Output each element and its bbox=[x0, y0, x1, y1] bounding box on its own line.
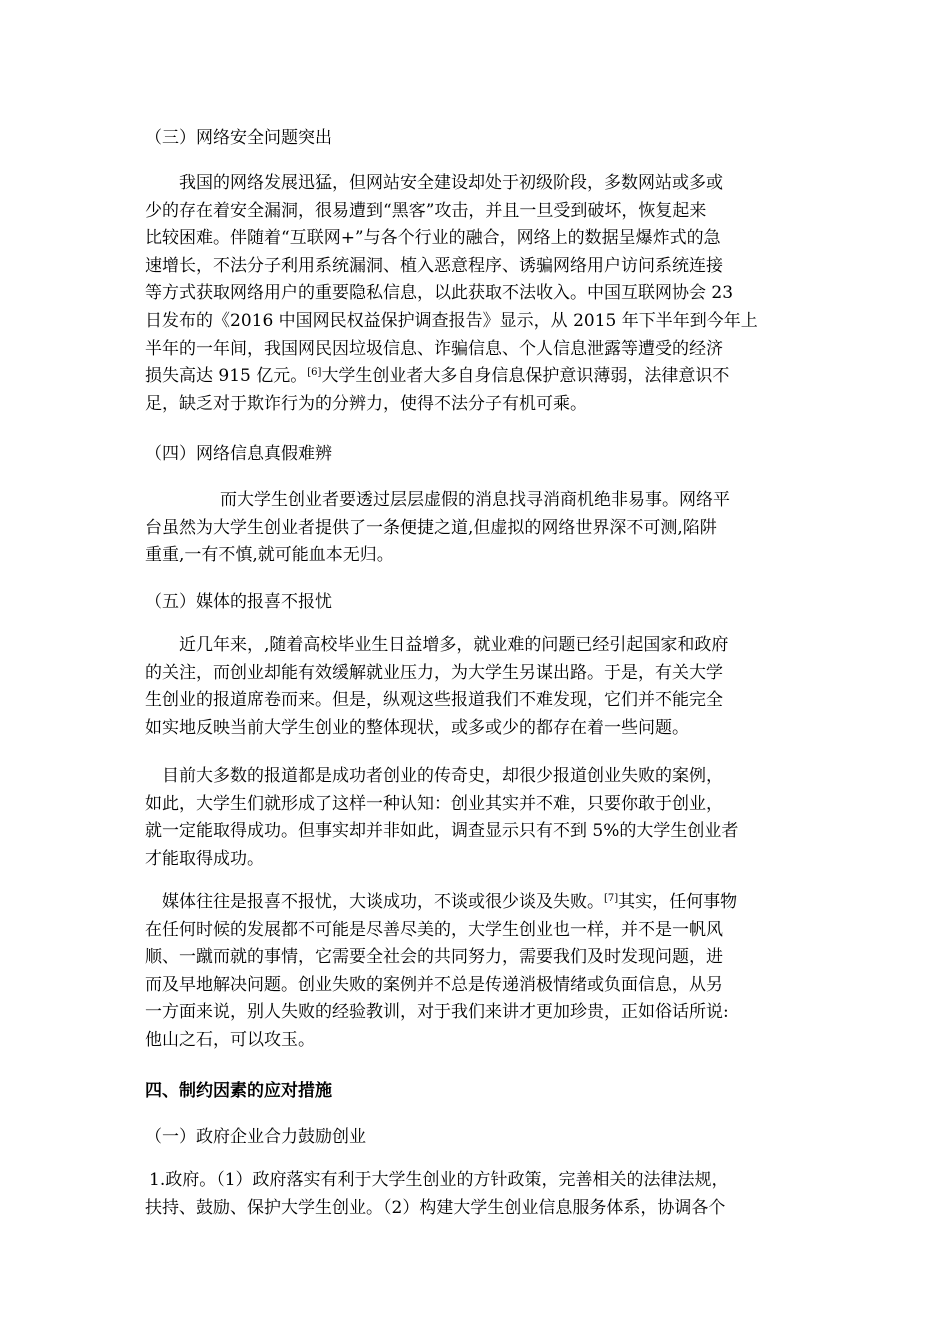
text-line: 就一定能取得成功。但事实却并非如此，调查显示只有不到 5%的大学生创业者 bbox=[145, 821, 739, 842]
text-line: 一方面来说，别人失败的经验教训，对于我们来讲才更加珍贵，正如俗话所说: bbox=[145, 1002, 729, 1023]
citation-7: [7] bbox=[604, 893, 619, 904]
text-line: 如此，大学生们就形成了这样一种认知：创业其实并不难，只要你敢于创业， bbox=[145, 793, 723, 814]
section-heading-4: （四）网络信息真假难辨 bbox=[145, 444, 332, 464]
section-heading-5: （五）媒体的报喜不报忧 bbox=[145, 592, 332, 612]
text-line: 扶持、鼓励、保护大学生创业。（2）构建大学生创业信息服务体系，协调各个 bbox=[145, 1197, 726, 1218]
paragraph-media-reports bbox=[145, 632, 805, 742]
text-line: 如实地反映当前大学生创业的整体现状，或多或少的都存在着一些问题。 bbox=[145, 717, 689, 738]
text-run: 大学生创业者大多自身信息保护意识薄弱，法律意识不 bbox=[321, 366, 730, 387]
text-line bbox=[145, 889, 805, 917]
text-line: 台虽然为大学生创业者提供了一条便捷之道,但虚拟的网络世界深不可测,陷阱 bbox=[145, 517, 717, 538]
text-run: 损失高达 915 亿元。 bbox=[145, 366, 308, 387]
text-line: 比较困难。伴随着“互联网+”与各个行业的融合，网络上的数据呈爆炸式的急 bbox=[145, 228, 721, 249]
section-heading-1: （一）政府企业合力鼓励创业 bbox=[145, 1127, 366, 1147]
section-heading-3: （三）网络安全问题突出 bbox=[145, 128, 332, 148]
text-line: 的关注，而创业却能有效缓解就业压力，为大学生另谋出路。于是，有关大学 bbox=[145, 662, 723, 683]
citation-6: [6] bbox=[307, 367, 322, 379]
text-line: 速增长，不法分子利用系统漏洞、植入恶意程序、诱骗网络用户访问系统连接 bbox=[145, 255, 723, 276]
text-line bbox=[145, 363, 805, 391]
text-line: 1.政府。（1）政府落实有利于大学生创业的方针政策，完善相关的法律法规， bbox=[149, 1170, 729, 1190]
text-line: 而大学生创业者要透过层层虚假的消息找寻消商机绝非易事。网络平 bbox=[220, 490, 730, 510]
text-line: 少的存在着安全漏洞，很易遭到“黑客”攻击，并且一旦受到破坏，恢复起来 bbox=[145, 200, 707, 221]
paragraph-good-news-only bbox=[145, 889, 805, 1055]
text-line: 等方式获取网络用户的重要隐私信息，以此获取不法收入。中国互联网协会 23 bbox=[145, 283, 734, 304]
text-line: 他山之石，可以攻玉。 bbox=[145, 1029, 315, 1050]
text-line: 目前大多数的报道都是成功者创业的传奇史，却很少报道创业失败的案例， bbox=[162, 766, 723, 786]
text-line: 日发布的《2016 中国网民权益保护调查报告》显示，从 2015 年下半年到今年上 bbox=[145, 310, 758, 331]
paragraph-network-security bbox=[145, 170, 805, 418]
text-line: 在任何时候的发展都不可能是尽善尽美的，大学生创业也一样，并不是一帆风 bbox=[145, 919, 723, 940]
paragraph-success-stories bbox=[145, 763, 805, 873]
text-line: 顺、一蹴而就的事情，它需要全社会的共同努力，需要我们及时发现问题，进 bbox=[145, 947, 723, 968]
paragraph-government bbox=[145, 1167, 805, 1222]
text-run: 其实，任何事物 bbox=[618, 892, 738, 912]
text-line: 重重,一有不慎,就可能血本无归。 bbox=[145, 545, 394, 566]
text-line: 而及早地解决问题。创业失败的案例并不总是传递消极情绪或负面信息，从另 bbox=[145, 974, 723, 995]
text-line: 我国的网络发展迅猛，但网站安全建设却处于初级阶段，多数网站或多或 bbox=[179, 173, 723, 193]
text-line: 近几年来，,随着高校毕业生日益增多，就业难的问题已经引起国家和政府 bbox=[179, 635, 729, 655]
text-run: 媒体往往是报喜不报忧，大谈成功，不谈或很少谈及失败。 bbox=[162, 892, 604, 912]
paragraph-info-authenticity bbox=[145, 487, 805, 570]
text-line: 生创业的报道席卷而来。但是，纵观这些报道我们不难发现，它们并不能完全 bbox=[145, 690, 723, 711]
text-line: 才能取得成功。 bbox=[145, 848, 264, 869]
chapter-heading-4: 四、制约因素的应对措施 bbox=[145, 1081, 332, 1101]
text-line: 半年的一年间，我国网民因垃圾信息、诈骗信息、个人信息泄露等遭受的经济 bbox=[145, 338, 723, 359]
text-line: 足，缺乏对于欺诈行为的分辨力，使得不法分子有机可乘。 bbox=[145, 393, 587, 414]
